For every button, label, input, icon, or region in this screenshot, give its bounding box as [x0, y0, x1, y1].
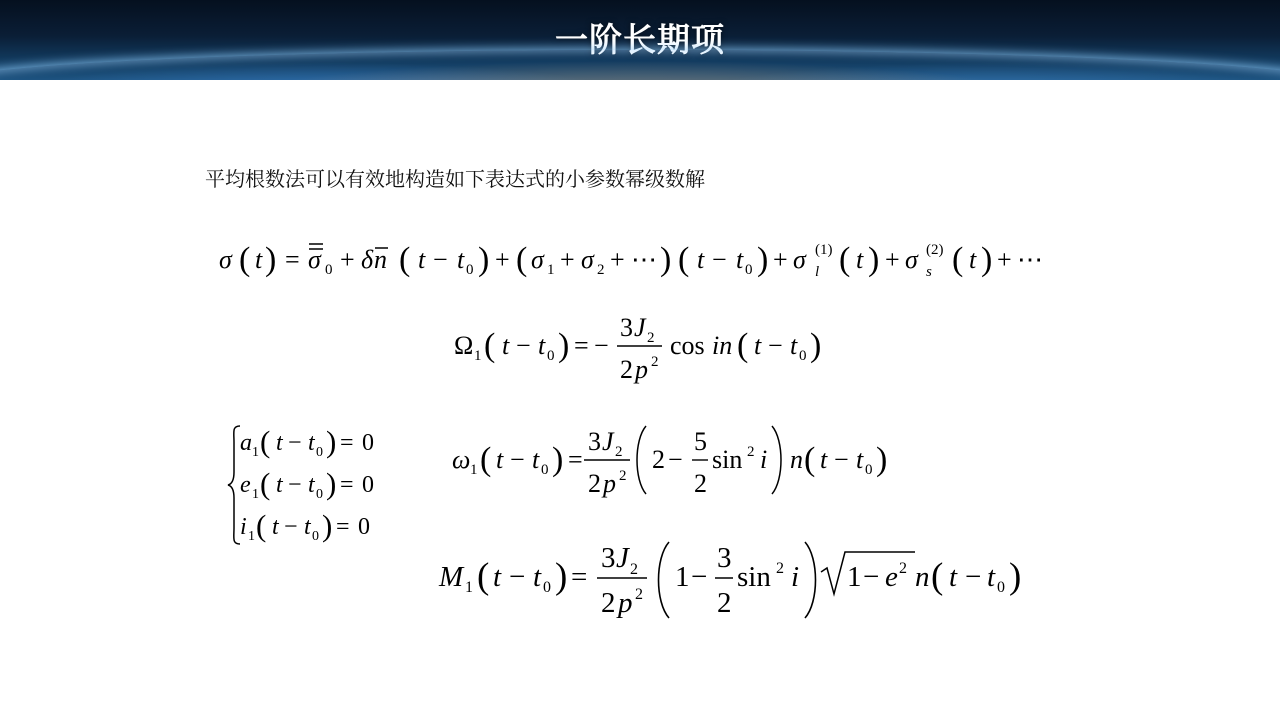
svg-text:=: = [285, 245, 300, 274]
svg-text:t: t [949, 561, 958, 593]
svg-text:): ) [981, 241, 993, 278]
svg-text:t: t [496, 445, 504, 474]
svg-text:0: 0 [997, 579, 1005, 596]
svg-text:0: 0 [541, 462, 549, 478]
svg-text:−: − [965, 561, 982, 593]
svg-text:σ: σ [581, 245, 594, 274]
svg-text:cos: cos [670, 331, 705, 360]
svg-text:δ: δ [361, 245, 374, 274]
svg-text:t: t [308, 472, 315, 498]
svg-text:(: ( [260, 424, 271, 459]
svg-text:0: 0 [316, 487, 323, 502]
svg-text:t: t [697, 245, 705, 274]
svg-text:t: t [736, 245, 744, 274]
equation-M1 [437, 536, 1027, 624]
svg-text:−: − [863, 561, 880, 593]
svg-text:sin: sin [737, 561, 771, 593]
svg-text:1: 1 [252, 487, 259, 502]
svg-text:e: e [885, 561, 898, 593]
svg-text:t: t [502, 331, 510, 360]
svg-text:): ) [876, 441, 888, 478]
svg-text:−: − [288, 472, 302, 498]
svg-text:−: − [288, 430, 302, 456]
svg-text:1: 1 [470, 462, 478, 478]
svg-text:1: 1 [474, 348, 482, 364]
svg-text:): ) [326, 466, 337, 501]
svg-text:0: 0 [466, 262, 474, 278]
svg-text:2: 2 [717, 587, 732, 619]
svg-text:1: 1 [465, 579, 473, 596]
svg-text:+: + [340, 245, 355, 274]
svg-text:): ) [1009, 556, 1022, 597]
svg-text:(: ( [737, 327, 749, 364]
svg-text:(: ( [477, 556, 490, 597]
svg-text:M: M [439, 561, 464, 593]
svg-text:p: p [635, 355, 648, 384]
header-banner [0, 0, 1280, 80]
svg-text:=: = [336, 514, 350, 540]
svg-text:(: ( [256, 508, 267, 543]
svg-text:): ) [552, 441, 564, 478]
svg-text:): ) [660, 241, 672, 278]
svg-text:+: + [773, 245, 788, 274]
svg-text:0: 0 [547, 348, 555, 364]
svg-text:−: − [691, 561, 708, 593]
svg-text:2: 2 [615, 444, 623, 460]
svg-text:i: i [791, 561, 800, 593]
svg-text:−: − [510, 445, 525, 474]
svg-text:1: 1 [547, 262, 555, 278]
svg-text:t: t [754, 331, 762, 360]
equation-omega1 [450, 420, 890, 502]
svg-text:): ) [558, 327, 570, 364]
svg-text:): ) [757, 241, 769, 278]
svg-text:−: − [594, 331, 609, 360]
svg-text:σ: σ [219, 245, 232, 274]
equation-sigma-series [215, 232, 1050, 282]
svg-text:(: ( [399, 241, 411, 278]
svg-text:p: p [603, 469, 616, 498]
svg-text:0: 0 [312, 529, 319, 544]
svg-text:(2): (2) [926, 242, 944, 258]
svg-text:0: 0 [745, 262, 753, 278]
svg-text:J: J [634, 313, 646, 342]
svg-text:t: t [457, 245, 465, 274]
svg-text:J: J [602, 427, 614, 456]
svg-text:0: 0 [325, 262, 333, 278]
svg-text:2: 2 [620, 355, 633, 384]
svg-text:(: ( [260, 466, 271, 501]
svg-text:t: t [276, 430, 283, 456]
svg-text:=: = [340, 472, 354, 498]
svg-text:t: t [308, 430, 315, 456]
svg-text:sin: sin [712, 445, 743, 474]
svg-text:+: + [885, 245, 900, 274]
svg-text:): ) [265, 241, 277, 278]
svg-text:=: = [574, 331, 589, 360]
svg-text:−: − [509, 561, 526, 593]
svg-text:(: ( [484, 327, 496, 364]
svg-text:(1): (1) [815, 242, 833, 258]
svg-text:2: 2 [747, 444, 755, 460]
svg-text:2: 2 [647, 330, 655, 346]
intro-text: 平均根数法可以有效地构造如下表达式的小参数幂级数解 [205, 167, 705, 191]
equation-Omega1 [452, 306, 832, 390]
svg-text:1: 1 [252, 445, 259, 460]
svg-text:σ: σ [793, 245, 806, 274]
svg-text:σ: σ [308, 245, 321, 274]
svg-text:): ) [868, 241, 880, 278]
svg-text:n: n [790, 445, 803, 474]
svg-text:i: i [760, 445, 768, 474]
svg-text:−: − [668, 445, 683, 474]
svg-text:⋯: ⋯ [1017, 245, 1043, 274]
svg-text:t: t [304, 514, 311, 540]
svg-text:3: 3 [588, 427, 601, 456]
svg-text:e: e [240, 472, 251, 498]
svg-text:3: 3 [620, 313, 633, 342]
svg-text:0: 0 [362, 430, 374, 456]
slide-title: 一阶长期项 [555, 20, 725, 59]
svg-text:−: − [768, 331, 783, 360]
svg-text:2: 2 [651, 354, 659, 370]
svg-text:t: t [493, 561, 502, 593]
svg-text:0: 0 [316, 445, 323, 460]
svg-text:2: 2 [601, 587, 616, 619]
svg-text:+: + [997, 245, 1012, 274]
svg-text:0: 0 [358, 514, 370, 540]
svg-text:n: n [915, 561, 930, 593]
svg-text:(: ( [516, 241, 528, 278]
svg-text:t: t [255, 245, 263, 274]
svg-text:2: 2 [694, 469, 707, 498]
svg-text:(: ( [952, 241, 964, 278]
svg-text:2: 2 [899, 560, 907, 577]
svg-text:1: 1 [675, 561, 690, 593]
svg-text:t: t [272, 514, 279, 540]
svg-text:+: + [610, 245, 625, 274]
svg-text:1: 1 [248, 529, 255, 544]
svg-text:3: 3 [601, 542, 616, 574]
svg-text:t: t [820, 445, 828, 474]
svg-text:s: s [926, 264, 932, 280]
svg-text:n: n [374, 245, 387, 274]
svg-text:a: a [240, 430, 252, 456]
svg-text:0: 0 [799, 348, 807, 364]
svg-text:(: ( [931, 556, 944, 597]
svg-text:J: J [616, 542, 629, 574]
svg-text:2: 2 [597, 262, 605, 278]
svg-text:2: 2 [635, 586, 643, 603]
svg-text:p: p [618, 587, 633, 619]
svg-text:−: − [712, 245, 727, 274]
svg-text:l: l [815, 264, 820, 280]
svg-text:ω: ω [452, 445, 471, 474]
svg-text:=: = [340, 430, 354, 456]
svg-text:t: t [987, 561, 996, 593]
svg-text:2: 2 [588, 469, 601, 498]
svg-text:): ) [322, 508, 333, 543]
svg-text:t: t [532, 445, 540, 474]
svg-text:(: ( [239, 241, 251, 278]
svg-text:t: t [790, 331, 798, 360]
svg-text:3: 3 [717, 542, 732, 574]
svg-text:σ: σ [905, 245, 918, 274]
svg-text:t: t [538, 331, 546, 360]
svg-text:0: 0 [865, 462, 873, 478]
svg-text:2: 2 [630, 561, 638, 578]
svg-text:(: ( [480, 441, 492, 478]
svg-text:+: + [560, 245, 575, 274]
svg-text:−: − [433, 245, 448, 274]
svg-text:0: 0 [362, 472, 374, 498]
svg-text:1: 1 [847, 561, 862, 593]
svg-text:=: = [571, 561, 588, 593]
svg-text:0: 0 [543, 579, 551, 596]
svg-text:): ) [326, 424, 337, 459]
svg-text:2: 2 [619, 468, 627, 484]
svg-text:(: ( [678, 241, 690, 278]
svg-text:−: − [834, 445, 849, 474]
svg-text:t: t [276, 472, 283, 498]
svg-text:(: ( [804, 441, 816, 478]
svg-text:): ) [555, 556, 568, 597]
svg-text:t: t [856, 445, 864, 474]
svg-text:): ) [478, 241, 490, 278]
svg-text:5: 5 [694, 427, 707, 456]
svg-text:σ: σ [531, 245, 544, 274]
svg-text:Ω: Ω [454, 331, 474, 360]
svg-text:⋯: ⋯ [631, 245, 657, 274]
svg-text:−: − [284, 514, 298, 540]
svg-text:(: ( [839, 241, 851, 278]
svg-text:i: i [240, 514, 247, 540]
svg-text:t: t [856, 245, 864, 274]
svg-text:in: in [712, 331, 733, 360]
equation-system-zero [226, 422, 386, 548]
svg-text:+: + [495, 245, 510, 274]
svg-text:t: t [969, 245, 977, 274]
svg-text:−: − [516, 331, 531, 360]
svg-text:2: 2 [652, 445, 665, 474]
svg-text:): ) [810, 327, 822, 364]
svg-text:t: t [418, 245, 426, 274]
svg-text:2: 2 [776, 560, 784, 577]
svg-text:=: = [568, 445, 583, 474]
svg-text:t: t [533, 561, 542, 593]
